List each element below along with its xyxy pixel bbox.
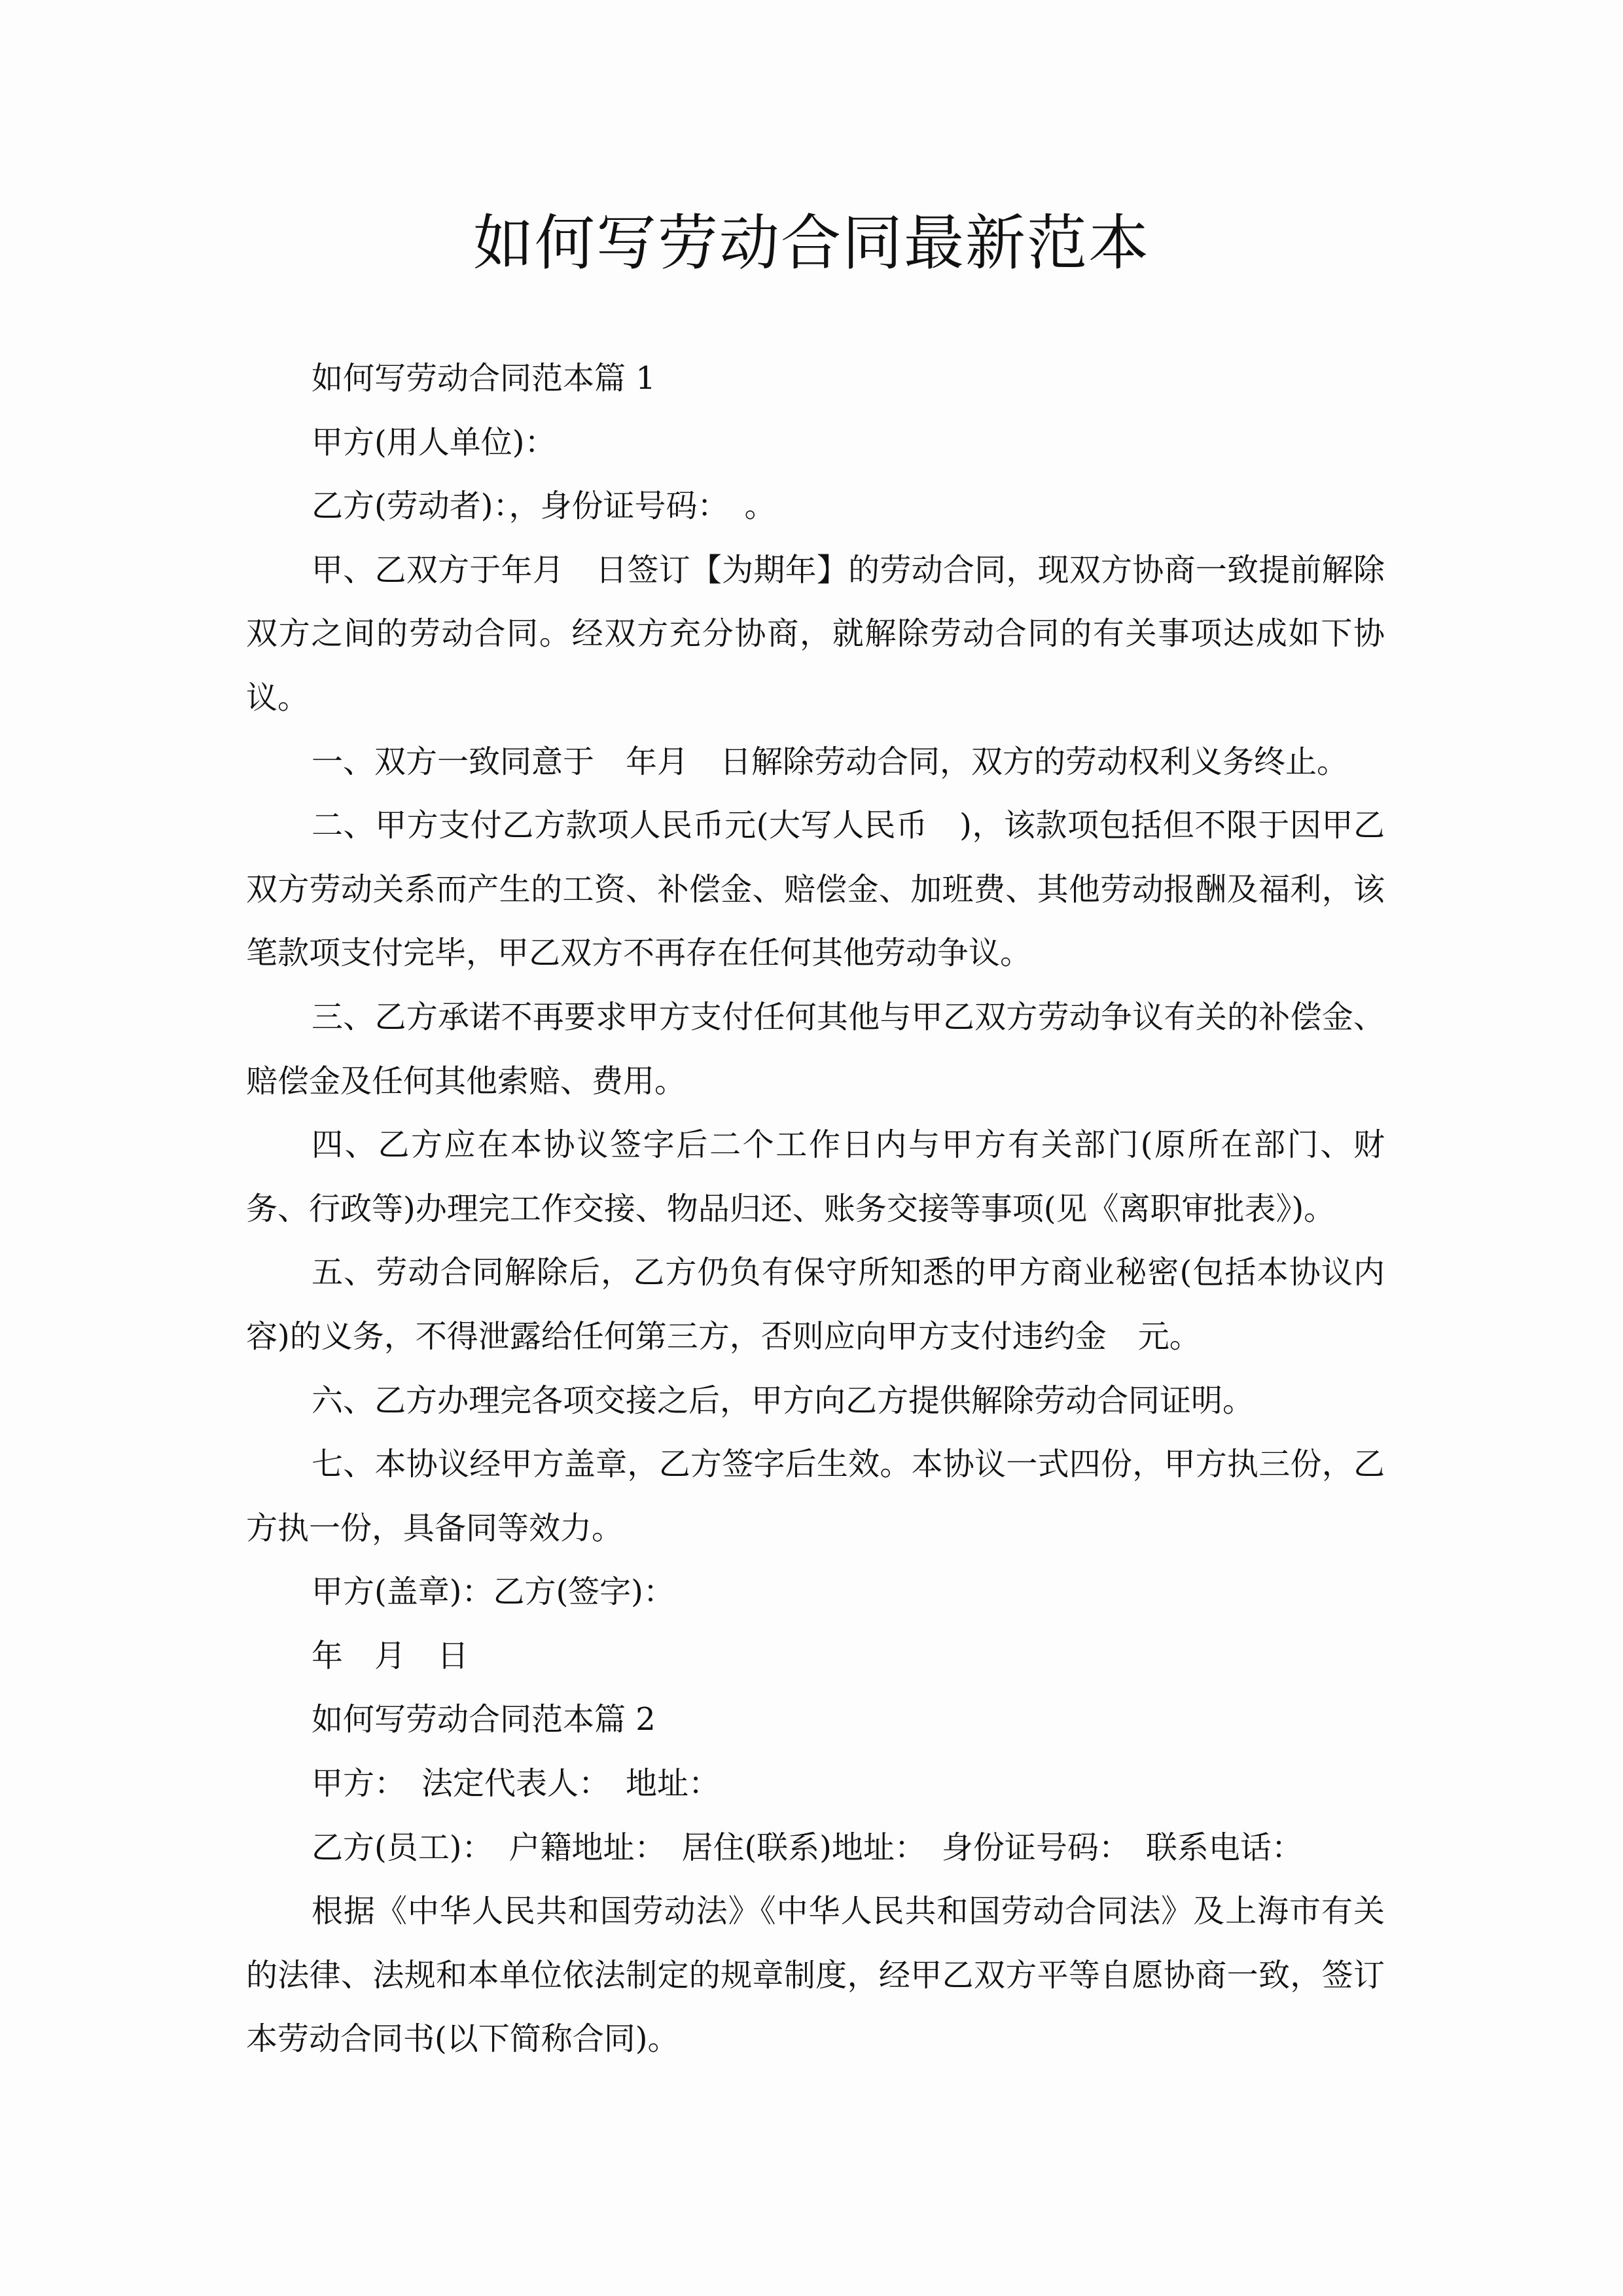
- party-b-line: 乙方(劳动者)：，身份证号码： 。: [312, 488, 776, 525]
- date-line: 年 月 日: [312, 1637, 469, 1674]
- section-heading-1: 如何写劳动合同范本篇 1: [312, 360, 656, 397]
- clause-7: 七、本协议经甲方盖章，乙方签字后生效。本协议一式四份，甲方执三份，乙方执一份，具备同等效力。: [246, 1446, 1385, 1547]
- section-heading-2: 如何写劳动合同范本篇 2: [312, 1701, 656, 1738]
- preamble-paragraph: 甲、乙双方于年月 日签订【为期年】的劳动合同，现双方协商一致提前解除双方之间的劳动合同。经双方充分协商，就解除劳动合同的有关事项达成如下协议。: [246, 551, 1385, 716]
- document-body: [246, 347, 1385, 2072]
- party-a-line: 甲方(用人单位)：: [312, 423, 556, 461]
- clause-5: 五、劳动合同解除后，乙方仍负有保守所知悉的甲方商业秘密(包括本协议内容)的义务，不得泄露给任何第三方，否则应向甲方支付违约金 元。: [246, 1254, 1385, 1355]
- legal-basis-paragraph: 根据《中华人民共和国劳动法》《中华人民共和国劳动合同法》及上海市有关的法律、法规和本单位依法制定的规章制度，经甲乙双方平等自愿协商一致，签订本劳动合同书(以下简称合同)。: [246, 1893, 1385, 2058]
- clause-2: 二、甲方支付乙方款项人民币元(大写人民币 )，该款项包括但不限于因甲乙双方劳动关系而产生的工资、补偿金、赔偿金、加班费、其他劳动报酬及福利，该笔款项支付完毕，甲乙双方不再存在任何其他劳动争议。: [246, 807, 1385, 972]
- clause-4: 四、乙方应在本协议签字后二个工作日内与甲方有关部门(原所在部门、财务、行政等)办理完工作交接、物品归还、账务交接等事项(见《离职审批表》)。: [246, 1126, 1385, 1227]
- clause-3: 三、乙方承诺不再要求甲方支付任何其他与甲乙双方劳动争议有关的补偿金、赔偿金及任何其他索赔、费用。: [246, 998, 1385, 1100]
- employee-info-line: 乙方(员工)： 户籍地址： 居住(联系)地址： 身份证号码： 联系电话：: [312, 1829, 1303, 1866]
- clause-1: 一、双方一致同意于 年月 日解除劳动合同，双方的劳动权利义务终止。: [312, 743, 1349, 780]
- signature-line: 甲方(盖章)：乙方(签字)：: [312, 1573, 675, 1611]
- employer-info-line: 甲方： 法定代表人： 地址：: [312, 1765, 721, 1803]
- document-title: 如何写劳动合同最新范本: [473, 208, 1150, 278]
- clause-6: 六、乙方办理完各项交接之后，甲方向乙方提供解除劳动合同证明。: [312, 1382, 1255, 1419]
